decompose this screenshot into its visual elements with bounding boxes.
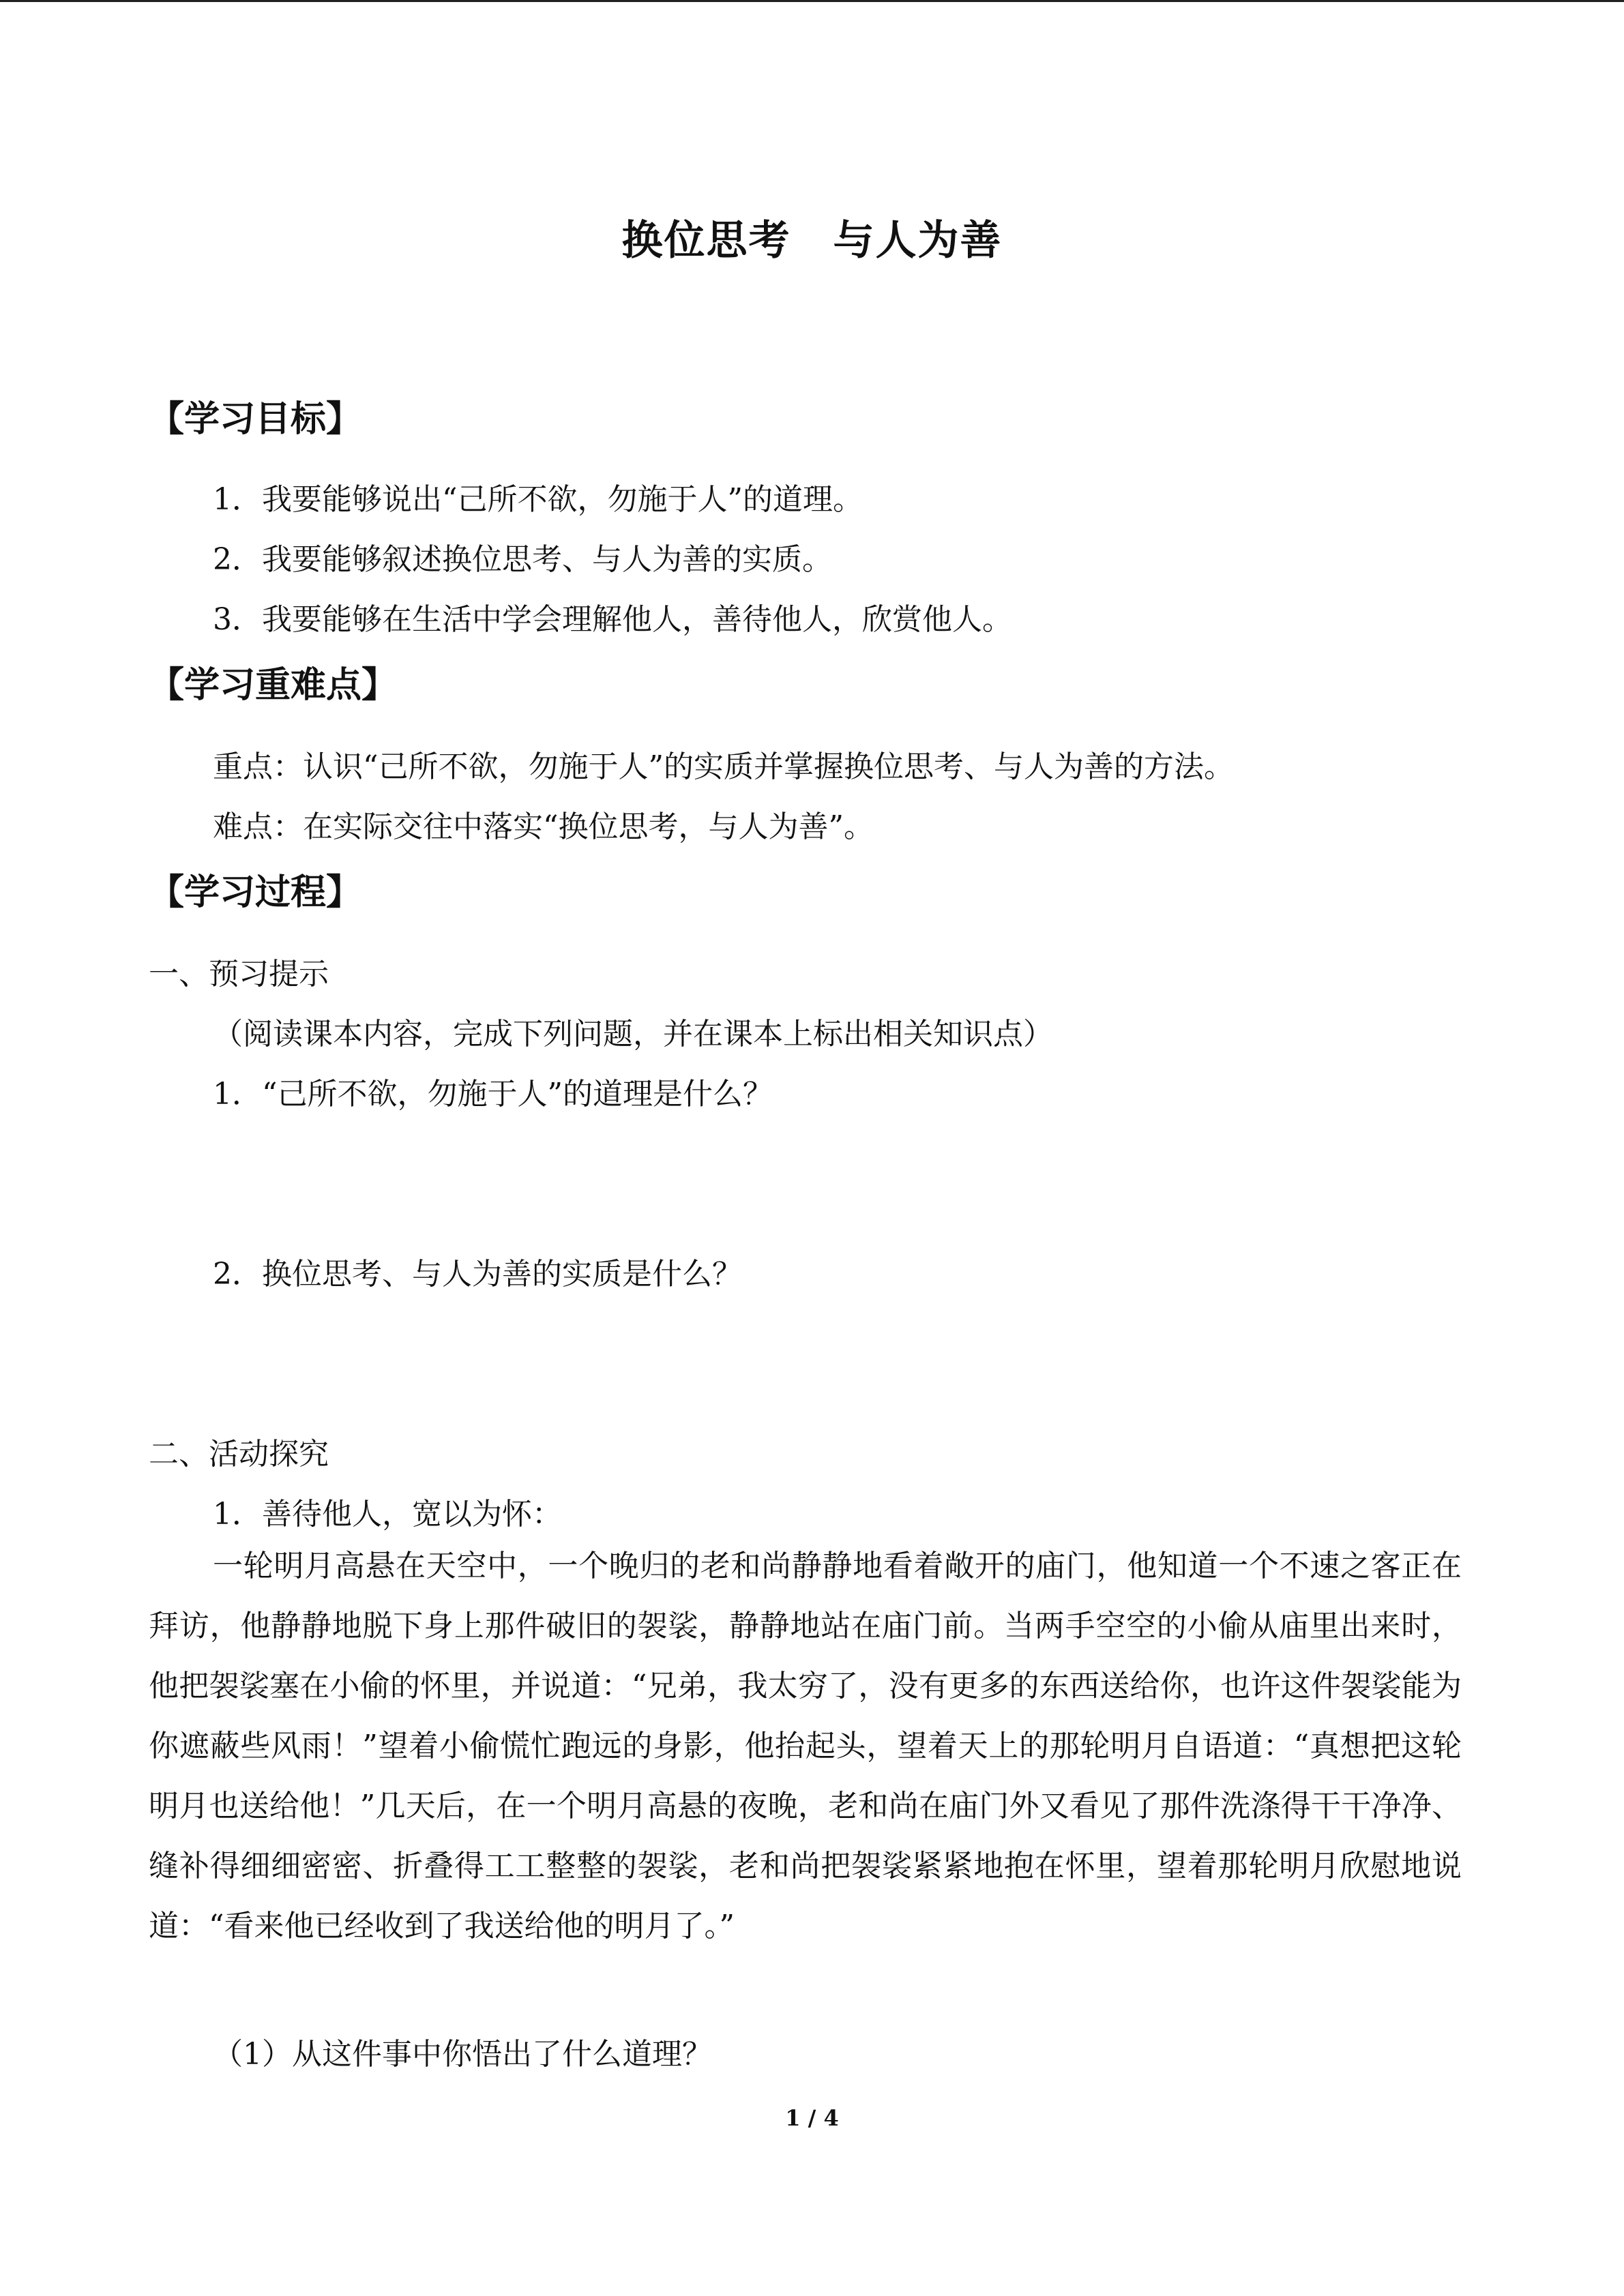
- preview-instruction: （阅读课本内容，完成下列问题，并在课本上标出相关知识点）: [213, 1017, 1053, 1052]
- story-paragraph: 一轮明月高悬在天空中，一个晚归的老和尚静静地看着敞开的庙门，他知道一个不速之客正在拜访，他静静地脱下身上那件破旧的袈裟，静静地站在庙门前。当两手空空的小偷从庙里出来时，他把袈裟塞在小偷的怀里，并说道：“兄弟，我太穷了，没有更多的东西送给你，也许这件袈裟能为你遮蔽些风雨！”望着小偷慌忙跑远的身影，他抬起头，望着天上的那轮明月自语道：“真想把这轮明月也送给他！”几天后，在一个明月高悬的夜晚，老和尚在庙门外又看见了那件洗涤得干干净净、缝补得细细密密、折叠得工工整整的袈裟，老和尚把袈裟紧紧地抱在怀里，望着那轮明月欣慰地说道：“看来他已经收到了我送给他的明月了。”: [149, 1549, 1462, 1943]
- activity-item-1: 1．善待他人，宽以为怀：: [213, 1497, 562, 1532]
- key-point-text: 重点：认识“己所不欲，勿施于人”的实质并掌握换位思考、与人为善的方法。: [213, 749, 1234, 784]
- page-number: 1 / 4: [785, 2105, 839, 2131]
- activity-heading: 二、活动探究: [149, 1437, 329, 1472]
- goal-item-3: 3．我要能够在生活中学会理解他人，善待他人，欣赏他人。: [213, 602, 1012, 637]
- preview-heading: 一、预习提示: [149, 957, 329, 992]
- goal-item-1: 1．我要能够说出“己所不欲，勿施于人”的道理。: [213, 482, 863, 517]
- preview-question-2: 2．换位思考、与人为善的实质是什么？: [213, 1257, 742, 1292]
- page-top-edge: [0, 0, 1624, 2]
- activity-sub-question-1: （1）从这件事中你悟出了什么道理？: [213, 2037, 712, 2072]
- page-title: 换位思考 与人为善: [621, 217, 1003, 265]
- section-heading-key-points: 【学习重难点】: [149, 665, 398, 706]
- difficulty-text: 难点：在实际交往中落实“换位思考，与人为善”。: [213, 809, 874, 844]
- goal-item-2: 2．我要能够叙述换位思考、与人为善的实质。: [213, 542, 832, 577]
- section-heading-process: 【学习过程】: [149, 872, 362, 913]
- preview-question-1: 1．“己所不欲，勿施于人”的道理是什么？: [213, 1077, 773, 1112]
- section-heading-goals: 【学习目标】: [149, 399, 362, 440]
